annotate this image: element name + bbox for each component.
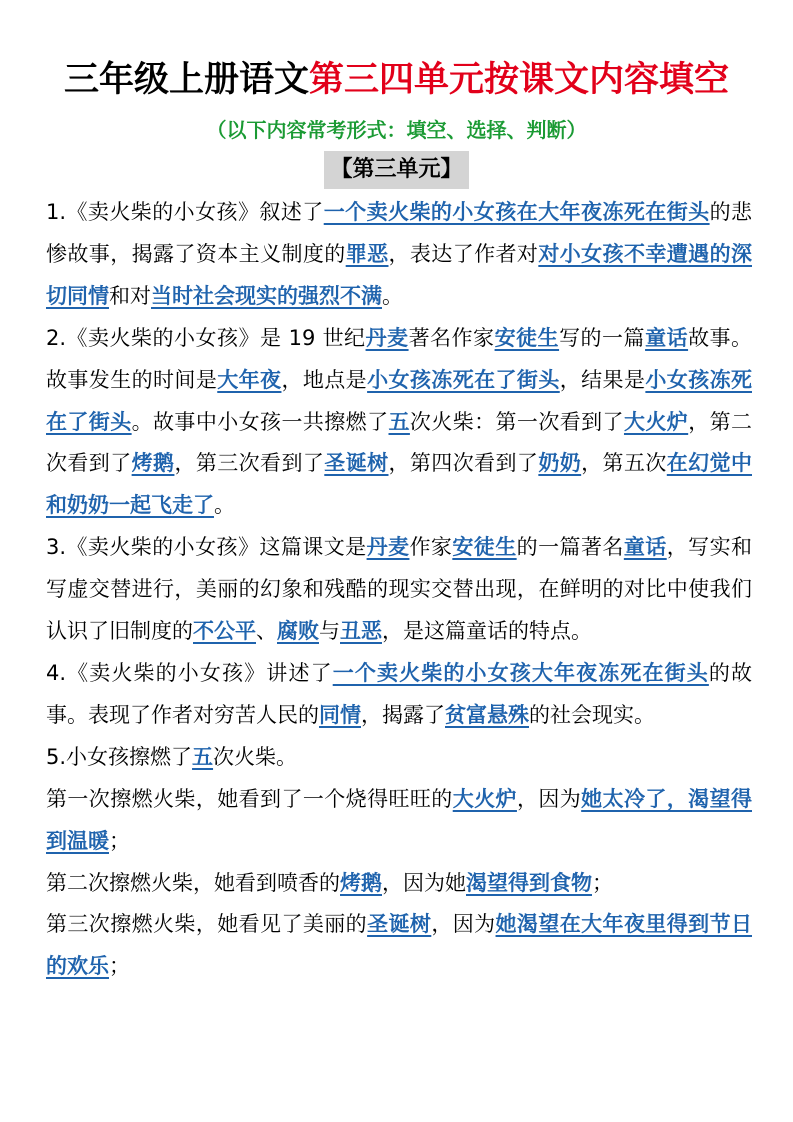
- paragraph-text: 5.小女孩擦燃了: [46, 744, 193, 769]
- paragraph-4: [46, 653, 752, 737]
- paragraph-text: ；: [109, 828, 130, 853]
- answer-blank: 烤鹅: [340, 870, 382, 895]
- paragraph-text: ；: [592, 870, 613, 895]
- page-title: [0, 58, 793, 102]
- answer-blank: 圣诞树: [324, 451, 389, 476]
- answer-blank: 贫富悬殊: [445, 702, 529, 727]
- paragraph-text: 。故事中小女孩一共擦燃了: [131, 409, 389, 434]
- paragraph-text: 次火柴：第一次看到了: [409, 409, 624, 434]
- paragraph-text: ，地点是: [281, 367, 368, 392]
- paragraph-text: ，第五次: [581, 451, 667, 476]
- answer-blank: 童话: [645, 325, 689, 350]
- paragraph-text: ，因为: [516, 786, 582, 811]
- paragraph-text: 的社会现实。: [529, 702, 655, 727]
- paragraph-text: 2.《卖火柴的小女孩》是 19 世纪: [46, 325, 366, 350]
- paragraph-text: 。: [214, 493, 235, 518]
- paragraph-text: ，第二次看到了: [46, 409, 752, 476]
- paragraph-text: 著名作家: [408, 325, 495, 350]
- answer-blank: 烤鹅: [131, 451, 175, 476]
- title-red: 第三四单元按课文内容填空: [309, 60, 730, 100]
- answer-blank: 罪恶: [345, 241, 389, 266]
- answer-blank: 童话: [623, 535, 667, 560]
- answer-blank: 奶奶: [538, 451, 582, 476]
- answer-blank: 丑恶: [340, 619, 382, 644]
- paragraph-text: 第一次擦燃火柴，她看到了一个烧得旺旺的: [46, 786, 453, 811]
- answer-blank: 她渴望在大年夜里得到节日的欢乐: [46, 912, 752, 979]
- answer-blank: 一个卖火柴的小女孩大年夜冻死在街头: [332, 660, 709, 685]
- answer-blank: 安徒生: [452, 535, 517, 560]
- paragraph-text: ，因为: [431, 912, 496, 937]
- paragraph-text: 4.《卖火柴的小女孩》讲述了: [46, 660, 333, 685]
- paragraph-text: ，写实和写虚交替进行，美丽的幻象和残酷的现实交替出现，在鲜明的对比中使我们认识了旧制度的: [46, 535, 753, 644]
- paragraph-3: [46, 527, 752, 653]
- paragraph-text: 写的一篇: [559, 325, 646, 350]
- paragraph-text: 与: [319, 619, 340, 644]
- answer-blank: 丹麦: [365, 325, 409, 350]
- answer-blank: 五: [388, 409, 410, 434]
- paragraph-5: [46, 737, 752, 779]
- answer-blank: 五: [192, 744, 214, 769]
- paragraph-text: 的一篇著名: [516, 535, 624, 560]
- answer-blank: 安徒生: [494, 325, 560, 350]
- paragraph-1: [46, 192, 752, 318]
- answer-blank: 在幻觉中和奶奶一起飞走了: [46, 451, 752, 518]
- paragraph-text: ；: [109, 954, 130, 979]
- answer-blank: 渴望得到食物: [466, 870, 592, 895]
- answer-blank: 圣诞树: [367, 912, 432, 937]
- answer-blank: 丹麦: [366, 535, 410, 560]
- paragraph-text: 第二次擦燃火柴，她看到喷香的: [46, 870, 340, 895]
- answer-blank: 大年夜: [217, 367, 282, 392]
- paragraph-8: [46, 904, 752, 988]
- answer-blank: 大火炉: [452, 786, 517, 811]
- paragraph-text: 3.《卖火柴的小女孩》这篇课文是: [46, 535, 367, 560]
- answer-blank: 小女孩冻死在了街头: [46, 367, 752, 434]
- paragraph-text: ，表达了作者对: [388, 241, 539, 266]
- answer-blank: 不公平: [193, 619, 256, 644]
- paragraph-text: 的故事。表现了作者对穷苦人民的: [46, 660, 753, 727]
- paragraph-text: ，揭露了: [361, 702, 445, 727]
- answer-blank: 腐败: [277, 619, 319, 644]
- paragraph-2: [46, 318, 752, 528]
- paragraph-text: ，因为她: [382, 870, 466, 895]
- paragraph-text: ，结果是: [559, 367, 646, 392]
- page-subtitle: （以下内容常考形式：填空、选择、判断）: [206, 118, 587, 142]
- paragraph-text: 次火柴。: [213, 744, 298, 769]
- answer-blank: 一个卖火柴的小女孩在大年夜冻死在街头: [323, 200, 710, 224]
- content-body: [46, 192, 752, 988]
- answer-blank: 她太冷了，渴望得到温暖: [46, 786, 752, 853]
- answer-blank: 当时社会现实的强烈不满: [151, 283, 382, 308]
- answer-blank: 对小女孩不幸遭遇的深切同情: [46, 241, 752, 308]
- answer-blank: 同情: [319, 702, 361, 727]
- section-heading: 【第三单元】: [324, 151, 468, 189]
- paragraph-text: 。: [382, 283, 403, 308]
- paragraph-text: 和对: [109, 283, 151, 308]
- title-black: 三年级上册语文: [63, 60, 309, 100]
- paragraph-7: [46, 863, 752, 905]
- paragraph-text: ，第三次看到了: [174, 451, 325, 476]
- answer-blank: 大火炉: [623, 409, 689, 434]
- paragraph-6: [46, 779, 752, 863]
- answer-blank: 小女孩冻死在了街头: [367, 367, 560, 392]
- paragraph-text: 作家: [409, 535, 453, 560]
- paragraph-text: 的悲惨故事，揭露了资本主义制度的: [46, 200, 753, 266]
- paragraph-text: ，第四次看到了: [388, 451, 539, 476]
- section-heading-wrap: [0, 151, 793, 189]
- paragraph-text: 第三次擦燃火柴，她看见了美丽的: [46, 912, 368, 937]
- paragraph-text: 、: [256, 619, 277, 644]
- paragraph-text: 故事。故事发生的时间是: [46, 325, 753, 392]
- paragraph-text: 1.《卖火柴的小女孩》叙述了: [46, 200, 324, 224]
- paragraph-text: ，是这篇童话的特点。: [382, 619, 592, 644]
